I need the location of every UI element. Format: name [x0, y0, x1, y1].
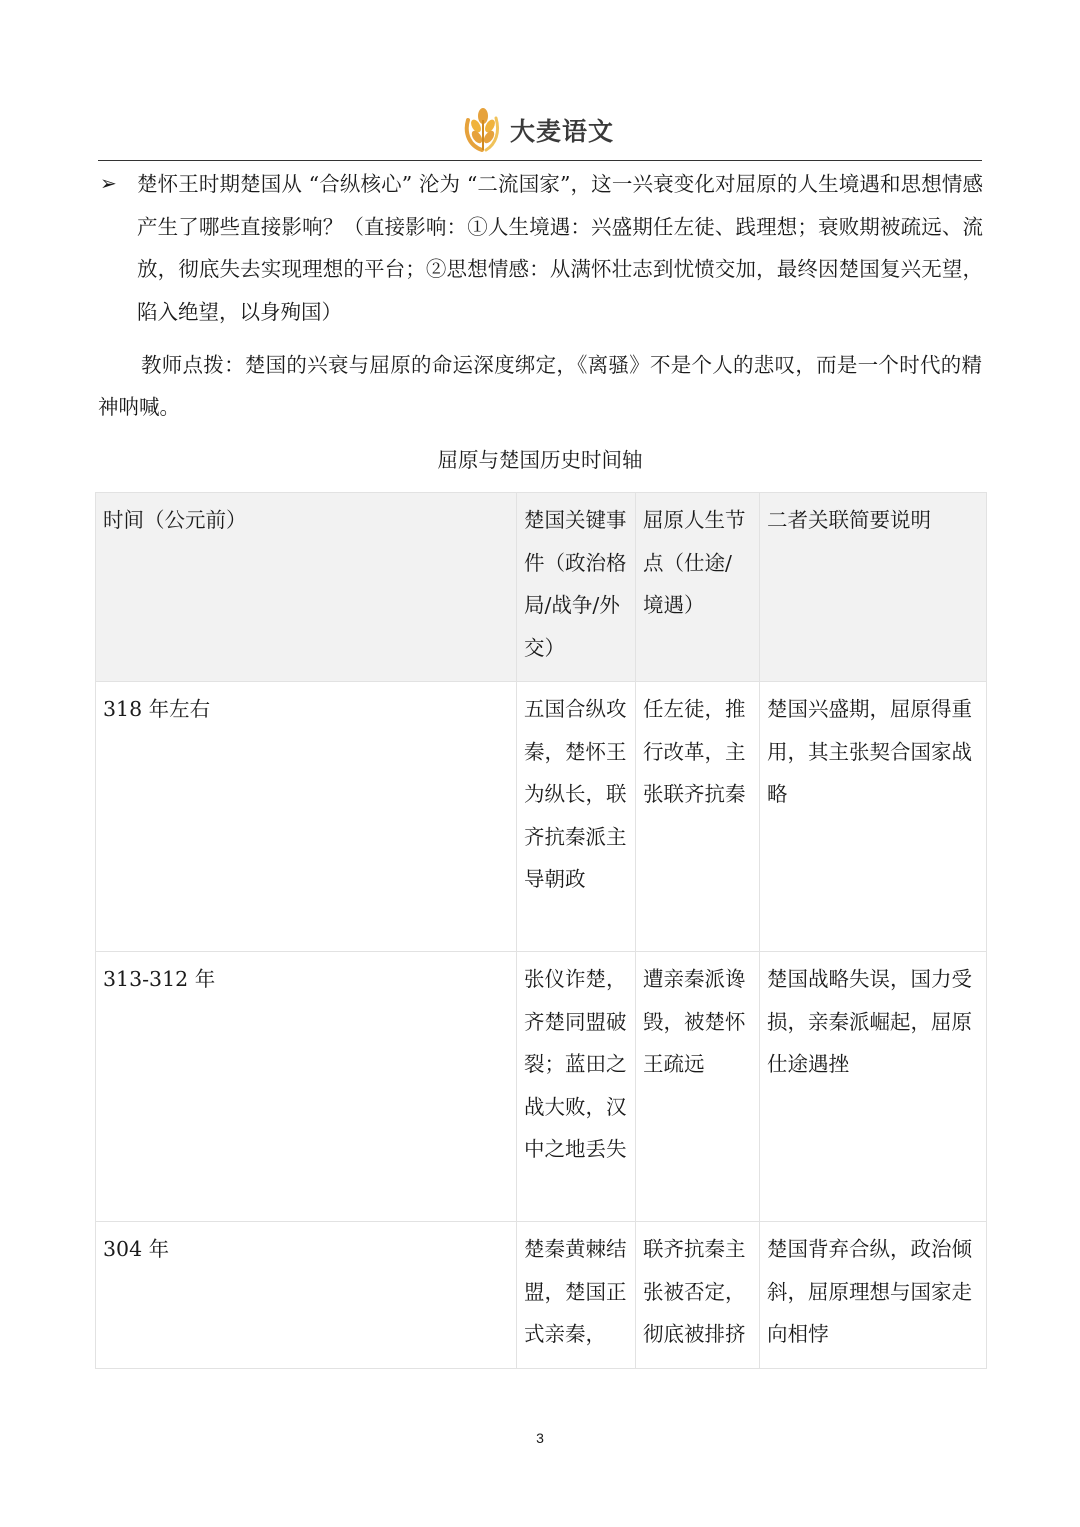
- life-cell: 任左徒，推行改革，主张联齐抗秦: [636, 682, 760, 952]
- brand-logo: [462, 106, 614, 154]
- header-divider: [98, 160, 982, 161]
- relation-cell: 楚国背弃合纵，政治倾斜，屈原理想与国家走向相悖: [760, 1222, 987, 1369]
- discussion-question: 楚怀王时期楚国从 “合纵核心” 沦为 “二流国家”，这一兴衰变化对屈原的人生境遇和思想情感产生了哪些直接影响？（直接影响：①人生境遇：兴盛期任左徒、践理想；衰败期被疏远、流放，彻底失去实现理想的平台；②思想情感：从满怀壮志到忧愤交加，最终因楚国复兴无望，陷入绝望，以身殉国）: [137, 172, 983, 324]
- header-cell-time: 时间（公元前）: [96, 493, 517, 682]
- table-row: [96, 952, 987, 1222]
- table-header-row: [96, 493, 987, 682]
- brand-name: 大麦语文: [510, 117, 615, 146]
- header-cell-chu-events: 楚国关键事件（政治格局/战争/外交）: [517, 493, 636, 682]
- relation-cell: 楚国兴盛期，屈原得重用，其主张契合国家战略: [760, 682, 987, 952]
- timeline-table: [95, 492, 987, 1369]
- time-cell: 304 年: [96, 1222, 517, 1369]
- table-row: [96, 1222, 987, 1369]
- table-caption: 屈原与楚国历史时间轴: [437, 448, 643, 472]
- event-cell: 五国合纵攻秦，楚怀王为纵长，联齐抗秦派主导朝政: [517, 682, 636, 952]
- life-cell: 遭亲秦派谗毁，被楚怀王疏远: [636, 952, 760, 1222]
- life-cell: 联齐抗秦主张被否定，彻底被排挤: [636, 1222, 760, 1369]
- time-cell: 318 年左右: [96, 682, 517, 952]
- page-number: 3: [536, 1430, 544, 1446]
- header-cell-quyuan-life: 屈原人生节点（仕途/境遇）: [636, 493, 760, 682]
- table-row: [96, 682, 987, 952]
- event-cell: 楚秦黄棘结盟，楚国正式亲秦，: [517, 1222, 636, 1369]
- bullet-arrow-icon: ➢: [100, 171, 117, 195]
- time-cell: 313-312 年: [96, 952, 517, 1222]
- teacher-tip: 教师点拨：楚国的兴衰与屈原的命运深度绑定，《离骚》不是个人的悲叹，而是一个时代的精神呐喊。: [98, 353, 982, 419]
- wheat-icon: [462, 106, 504, 154]
- relation-cell: 楚国战略失误，国力受损，亲秦派崛起，屈原仕途遇挫: [760, 952, 987, 1222]
- event-cell: 张仪诈楚，齐楚同盟破裂；蓝田之战大败，汉中之地丢失: [517, 952, 636, 1222]
- header-cell-relation: 二者关联简要说明: [760, 493, 987, 682]
- page-header: [0, 100, 1080, 160]
